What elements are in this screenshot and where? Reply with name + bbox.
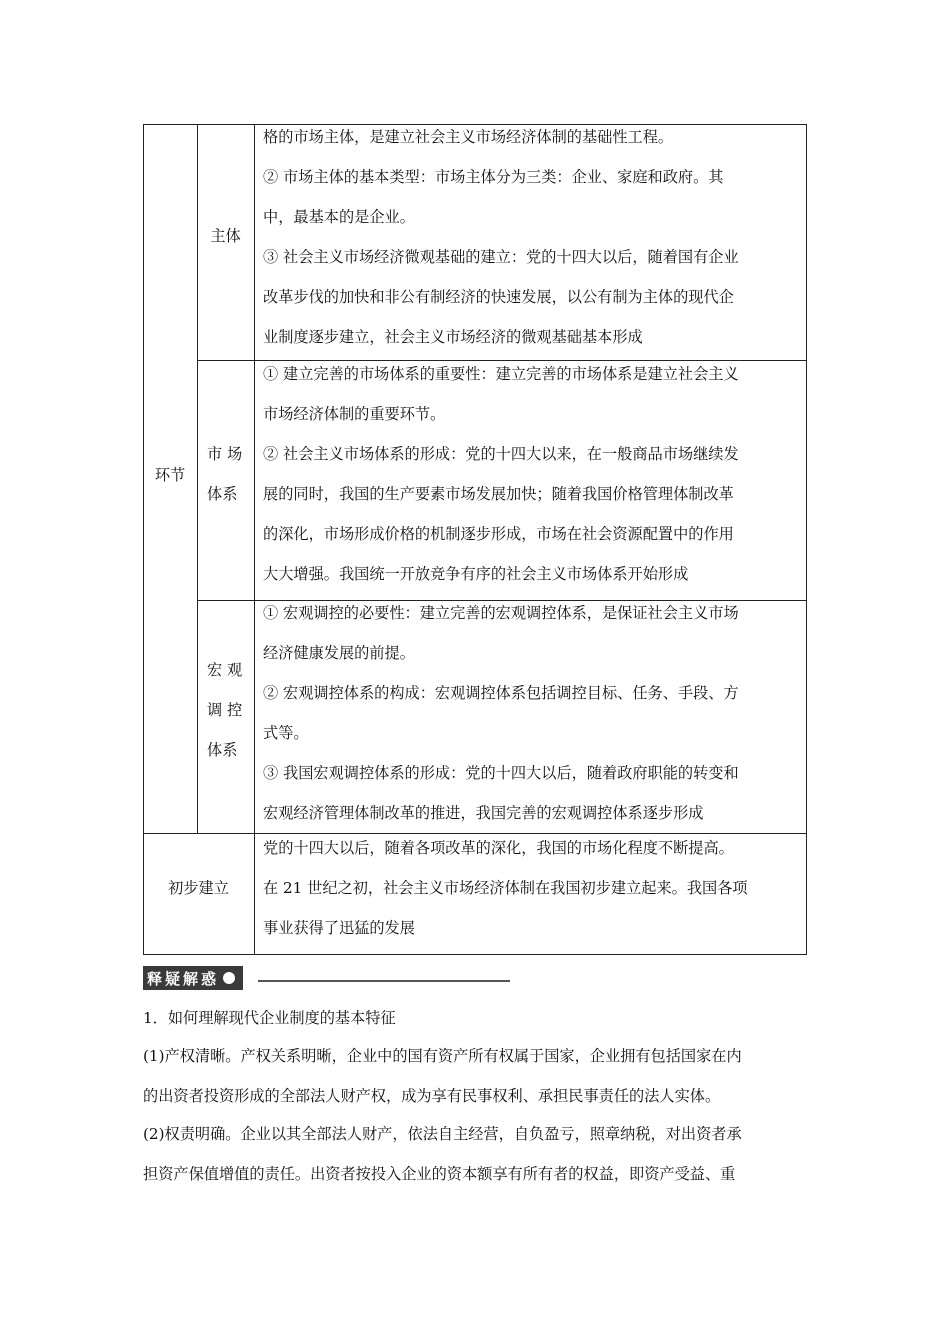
bullet-dot-icon: [223, 972, 235, 984]
label-line: 调 控: [207, 701, 243, 719]
text-line: ② 社会主义市场体系的形成：党的十四大以来，在一般商品市场继续发: [263, 445, 739, 463]
row-content-market-system: [263, 354, 799, 594]
text-line: ③ 社会主义市场经济微观基础的建立：党的十四大以后，随着国有企业: [263, 248, 739, 266]
text-line: ③ 我国宏观调控体系的形成：党的十四大以后，随着政府职能的转变和: [263, 764, 739, 782]
text-line: 中，最基本的是企业。: [263, 208, 415, 226]
row-label-initial-establishment: 初步建立: [168, 879, 229, 897]
text-line: ① 宏观调控的必要性：建立完善的宏观调控体系，是保证社会主义市场: [263, 604, 739, 622]
text-line: 宏观经济管理体制改革的推进，我国完善的宏观调控体系逐步形成: [263, 804, 704, 822]
row-label-macro-control: [207, 650, 245, 770]
row-label-subject: 主体: [210, 227, 241, 245]
text-line: 格的市场主体，是建立社会主义市场经济体制的基础性工程。: [263, 128, 674, 146]
paragraph-line: 的出资者投资形成的全部法人财产权，成为享有民事权利、承担民事责任的法人实体。: [143, 1087, 721, 1105]
row-content-subject: [263, 117, 799, 357]
label-line: 体系: [207, 485, 238, 503]
text-line: 的深化，市场形成价格的机制逐步形成，市场在社会资源配置中的作用: [263, 525, 734, 543]
outer-label: 环节: [154, 466, 186, 484]
label-line: 体系: [207, 741, 238, 759]
table-left-border: [143, 124, 144, 955]
text-line: 经济健康发展的前提。: [263, 644, 415, 662]
text-line: 在 21 世纪之初，社会主义市场经济体制在我国初步建立起来。我国各项: [263, 879, 748, 897]
paragraph-line: (2)权责明确。企业以其全部法人财产，依法自主经营，自负盈亏，照章纳税，对出资者承: [143, 1125, 742, 1143]
text-line: 改革步伐的加快和非公有制经济的快速发展，以公有制为主体的现代企: [263, 288, 734, 306]
section-banner-title: 释疑解惑: [147, 969, 220, 988]
text-line: 事业获得了迅猛的发展: [263, 919, 415, 937]
paragraph-line: (1)产权清晰。产权关系明晰，企业中的国有资产所有权属于国家，企业拥有包括国家在内: [143, 1047, 742, 1065]
text-line: 市场经济体制的重要环节。: [263, 405, 446, 423]
text-line: 式等。: [263, 724, 309, 742]
table-content-divider: [254, 124, 255, 955]
text-line: 大大增强。我国统一开放竞争有序的社会主义市场体系开始形成: [263, 565, 689, 583]
row-content-macro-control: [263, 593, 799, 833]
text-line: 党的十四大以后，随着各项改革的深化，我国的市场化程度不断提高。: [263, 839, 734, 857]
label-line: 市 场: [207, 445, 243, 463]
table-right-border: [806, 124, 807, 955]
text-line: ② 宏观调控体系的构成：宏观调控体系包括调控目标、任务、手段、方: [263, 684, 739, 702]
paragraph-line: 担资产保值增值的责任。出资者按投入企业的资本额享有所有者的权益，即资产受益、重: [143, 1165, 736, 1183]
text-line: ① 建立完善的市场体系的重要性：建立完善的市场体系是建立社会主义: [263, 365, 739, 383]
row-label-market-system: [207, 434, 245, 514]
question-heading: 1．如何理解现代企业制度的基本特征: [143, 1009, 396, 1027]
section-banner-rule: [258, 980, 510, 982]
section-banner: [143, 965, 263, 991]
row-content-initial-establishment: [263, 828, 799, 948]
table-bottom-border: [143, 954, 807, 955]
text-line: ② 市场主体的基本类型：市场主体分为三类：企业、家庭和政府。其: [263, 168, 724, 186]
section-banner-box: [143, 966, 243, 990]
label-line: 宏 观: [207, 661, 243, 679]
text-line: 展的同时，我国的生产要素市场发展加快；随着我国价格管理体制改革: [263, 485, 734, 503]
text-line: 业制度逐步建立，社会主义市场经济的微观基础基本形成: [263, 328, 643, 346]
